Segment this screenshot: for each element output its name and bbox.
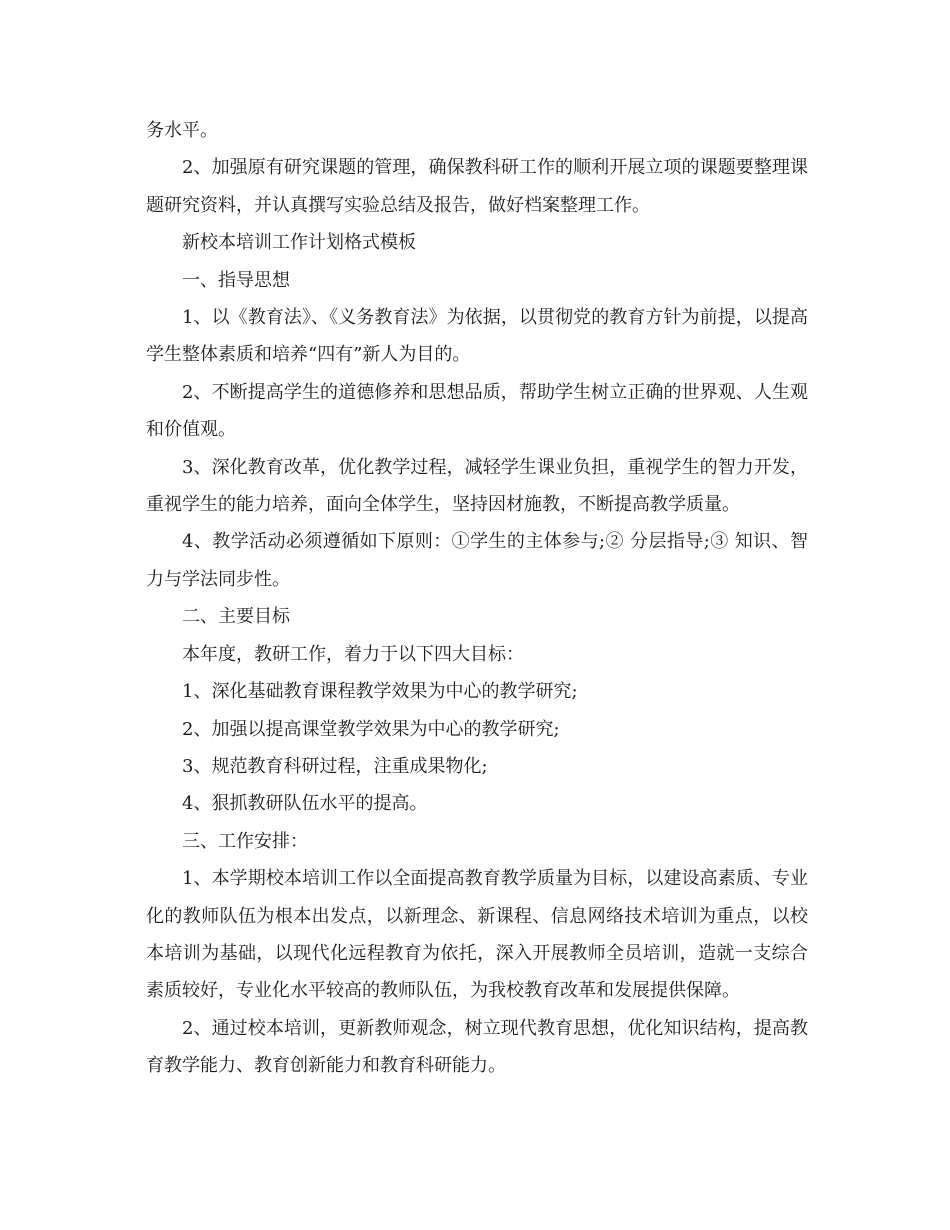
paragraph-ideology-2: 2、不断提高学生的道德修养和思想品质，帮助学生树立正确的世界观、人生观和价值观。	[146, 381, 808, 441]
section-title: 新校本培训工作计划格式模板	[182, 232, 416, 254]
paragraph-research-management: 2、加强原有研究课题的管理，确保教科研工作的顺利开展立项的课题要整理课题研究资料，并认真撰写实验总结及报告，做好档案整理工作。	[146, 157, 808, 216]
paragraph-ideology-4: 4、教学活动必须遵循如下原则：①学生的主体参与;② 分层指导;③ 知识、智力与学法同步性。	[146, 531, 808, 590]
paragraph-ideology-3: 3、深化教育改革，优化教学过程，减轻学生课业负担，重视学生的智力开发，重视学生的能力培养，面向全体学生，坚持因材施教，不断提高教学质量。	[146, 456, 808, 516]
heading-main-goals: 二、主要目标	[182, 606, 290, 628]
document-page	[146, 112, 808, 1085]
heading-guiding-ideology: 一、指导思想	[182, 269, 290, 291]
paragraph-goals-intro: 本年度，教研工作，着力于以下四大目标：	[182, 643, 524, 665]
paragraph-arrangement-2: 2、通过校本培训，更新教师观念，树立现代教育思想，优化知识结构，提高教育教学能力、教育创新能力和教育科研能力。	[146, 1017, 808, 1077]
paragraph-continuation: 务水平。	[146, 120, 218, 141]
paragraph-goal-1: 1、深化基础教育课程教学效果为中心的教学研究;	[182, 681, 578, 703]
heading-work-arrangement: 三、工作安排：	[182, 830, 308, 852]
paragraph-arrangement-1: 1、本学期校本培训工作以全面提高教育教学质量为目标，以建设高素质、专业化的教师队伍为根本出发点，以新理念、新课程、信息网络技术培训为重点，以校本培训为基础，以现代化远程教育为依托，深入开展教师全员培训，造就一支综合素质较好，专业化水平较高的教师队伍，为我校教育改革和发展提供保障。	[146, 868, 808, 1002]
paragraph-goal-3: 3、规范教育科研过程，注重成果物化;	[182, 755, 488, 777]
paragraph-goal-4: 4、狠抓教研队伍水平的提高。	[182, 793, 428, 815]
paragraph-ideology-1: 1、以《教育法》、《义务教育法》为依据，以贯彻党的教育方针为前提，以提高学生整体素质和培养“四有”新人为目的。	[146, 307, 808, 366]
paragraph-goal-2: 2、加强以提高课堂教学效果为中心的教学研究;	[182, 718, 560, 740]
